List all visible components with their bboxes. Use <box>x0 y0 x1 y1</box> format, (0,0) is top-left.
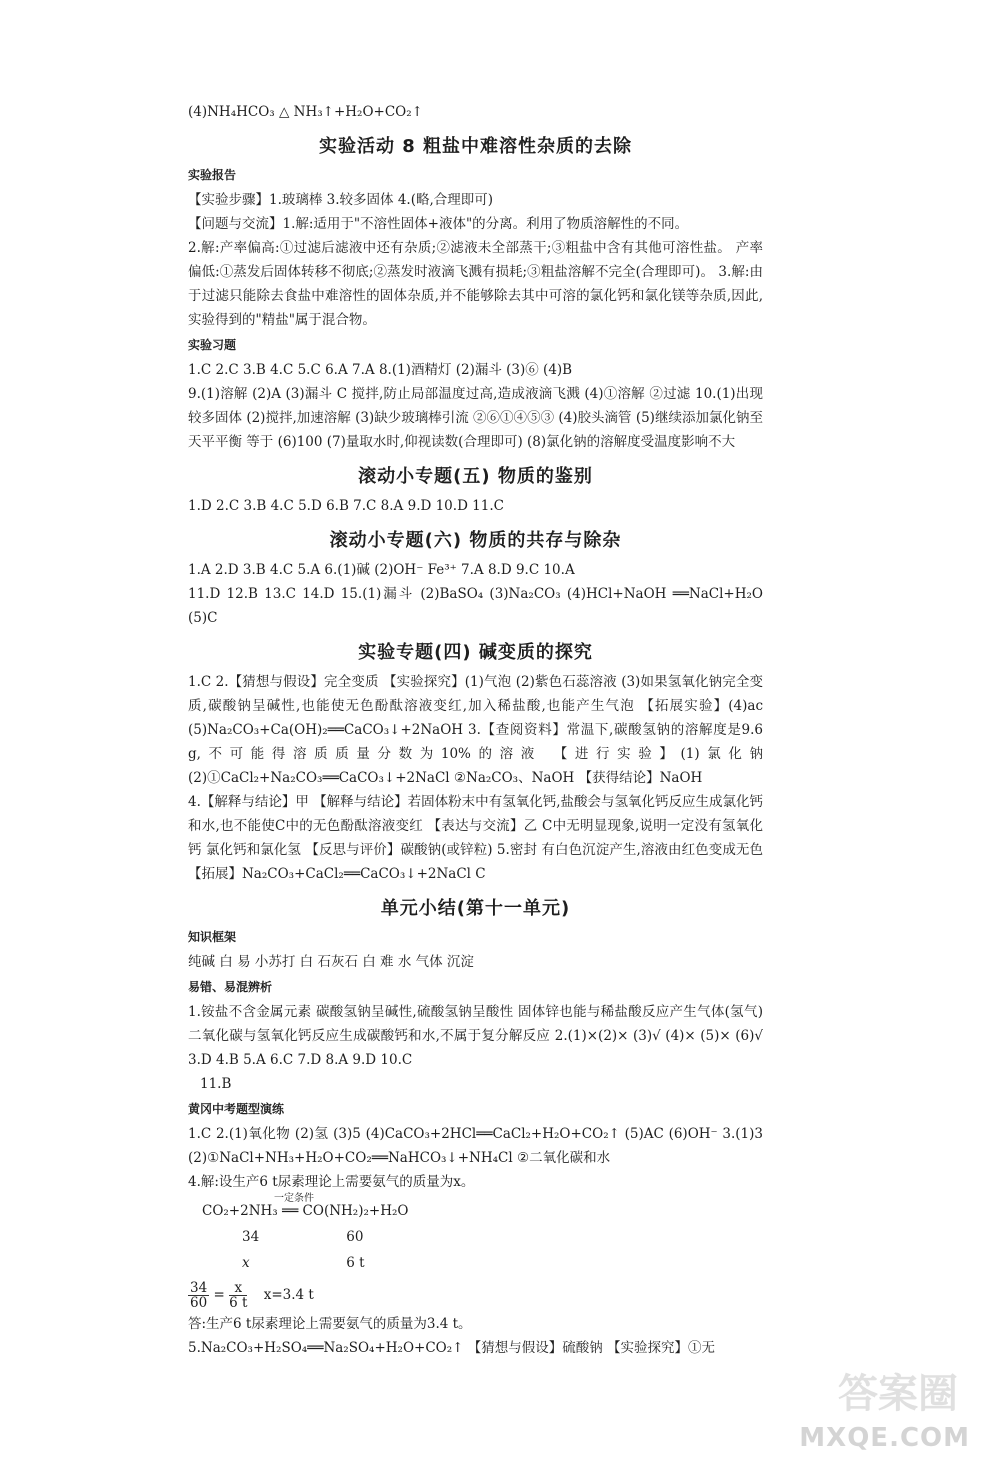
fraction-numerator: x <box>229 1281 247 1296</box>
site-watermark <box>780 1358 970 1453</box>
answer-page <box>188 100 763 1360</box>
text-line: 【问题与交流】1.解:适用于"不溶性固体+液体"的分离。利用了物质溶解性的不同。 <box>188 216 689 232</box>
unknown-value: x <box>242 1255 250 1271</box>
result-value: x=3.4 t <box>263 1287 314 1303</box>
text-line: 【实验步骤】1.玻璃棒 3.较多固体 4.(略,合理即可) <box>188 192 494 208</box>
fraction <box>188 1281 209 1310</box>
watermark-logo: 答案圈 <box>838 1371 958 1417</box>
fraction-denominator: 6 t <box>229 1295 248 1311</box>
text-line: 11.B <box>200 1076 232 1092</box>
text-line: 1.C 2.C 3.B 4.C 5.C 6.A 7.A 8.(1)酒精灯 (2)漏斗 (3)⑥ (4)B <box>188 362 573 378</box>
text-line: (4)NH₄HCO₃ △ NH₃↑+H₂O+CO₂↑ <box>188 104 423 120</box>
mass-value: 60 <box>346 1229 364 1245</box>
section-title: 滚动小专题(五) 物质的鉴别 <box>358 466 593 487</box>
text-line: 4.解:设生产6 t尿素理论上需要氨气的质量为x。 <box>188 1174 475 1190</box>
text-paragraph: 1.铵盐不含金属元素 碳酸氢钠呈碱性,硫酸氢钠呈酸性 固体锌也能与稀盐酸反应产生气体(氢气) 二氧化碳与氢氧化钙反应生成碳酸钙和水,不属于复分解反应 2.(1)×(2)× (3)√ (4)× (5)× (6)√ 3.D 4.B 5.A 6.C 7.D 8.A 9.D 10.C <box>188 1004 763 1068</box>
subsection-title: 黄冈中考题型演练 <box>188 1102 285 1116</box>
text-paragraph: 1.C 2.【猜想与假设】完全变质 【实验探究】(1)气泡 (2)紫色石蕊溶液 (3)如果氢氧化钠完全变质,碳酸钠呈碱性,也能使无色酚酞溶液变红,加入稀盐酸,也能产生气泡 【拓展实验】(4)ac (5)Na₂CO₃+Ca(OH)₂══CaCO₃↓+2NaOH 3.【查阅资料】常温下,碳酸氢钠的溶解度是9.6 g,不可能得溶质质量分数为10%的溶液 【进行实验】(1)氯化钠 (2)①CaCl₂+Na₂CO₃══CaCO₃↓+2NaCl ②Na₂CO₃、NaOH 【获得结论】NaOH <box>188 674 763 786</box>
text-paragraph: 1.C 2.(1)氧化物 (2)氢 (3)5 (4)CaCO₃+2HCl══CaCl₂+H₂O+CO₂↑ (5)AC (6)OH⁻ 3.(1)3 (2)①NaCl+NH₃+H₂O+CO₂══NaHCO₃↓+NH₄Cl ②二氧化碳和水 <box>188 1126 763 1166</box>
section-title: 单元小结(第十一单元) <box>380 898 571 919</box>
subsection-title: 实验习题 <box>188 338 237 352</box>
text-line: 1.A 2.D 3.B 4.C 5.A 6.(1)碱 (2)OH⁻ Fe³⁺ 7.A 8.D 9.C 10.A <box>188 562 575 578</box>
section-title: 实验专题(四) 碱变质的探究 <box>358 642 593 663</box>
watermark-url: MXQE.COM <box>799 1423 970 1453</box>
given-value: 6 t <box>346 1255 365 1271</box>
proportion-line <box>188 1280 763 1310</box>
equals-sign: = <box>213 1287 230 1303</box>
fraction-numerator: 34 <box>190 1280 208 1296</box>
text-paragraph: 4.【解释与结论】甲 【解释与结论】若固体粉末中有氢氧化钙,盐酸会与氢氧化钙反应生成氯化钙和水,也不能使C中的无色酚酞溶液变红 【表达与交流】乙 C中无明显现象,说明一定没有氢氧化钙 氯化钙和氯化氢 【反思与评价】碳酸钠(或锌粒) 5.密封 有白色沉淀产生,溶液由红色变成无色 【拓展】Na₂CO₃+CaCl₂══CaCO₃↓+2NaCl C <box>188 794 763 882</box>
equation-block <box>188 1193 763 1276</box>
answer-line: 答:生产6 t尿素理论上需要氨气的质量为3.4 t。 <box>188 1316 472 1332</box>
mass-value: 34 <box>242 1229 260 1245</box>
text-paragraph: 9.(1)溶解 (2)A (3)漏斗 C 搅拌,防止局部温度过高,造成液滴飞溅 (4)①溶解 ②过滤 10.(1)出现较多固体 (2)搅拌,加速溶解 (3)缺少玻璃棒引流 ②⑥①④⑤③ (4)胶头滴管 (5)继续添加氯化钠至天平平衡 等于 (6)100 (7)量取水时,仰视读数(合理即可) (8)氯化钠的溶解度受温度影响不大 <box>188 386 763 450</box>
section-title: 实验活动 8 粗盐中难溶性杂质的去除 <box>318 136 633 157</box>
text-paragraph: 2.解:产率偏高:①过滤后滤液中还有杂质;②滤液未全部蒸干;③粗盐中含有其他可溶性盐。 产率偏低:①蒸发后固体转移不彻底;②蒸发时液滴飞溅有损耗;③粗盐溶解不完全(合理即可)。 3.解:由于过滤只能除去食盐中难溶性的固体杂质,并不能够除去其中可溶的氯化钙和氯化镁等杂质,因此,实验得到的"精盐"属于混合物。 <box>188 240 763 328</box>
text-line: 5.Na₂CO₃+H₂SO₄══Na₂SO₄+H₂O+CO₂↑ 【猜想与假设】硫酸钠 【实验探究】①无 <box>188 1340 716 1356</box>
reaction-condition: 一定条件 <box>274 1193 314 1204</box>
fraction <box>229 1281 247 1310</box>
text-line: 1.D 2.C 3.B 4.C 5.D 6.B 7.C 8.A 9.D 10.D 11.C <box>188 498 504 514</box>
subsection-title: 知识框架 <box>188 930 237 944</box>
text-line: 纯碱 白 易 小苏打 白 石灰石 白 难 水 气体 沉淀 <box>188 954 474 970</box>
subsection-title: 实验报告 <box>188 168 237 182</box>
reaction-equation: CO₂+2NH₃ ══ CO(NH₂)₂+H₂O <box>202 1203 409 1219</box>
section-title: 滚动小专题(六) 物质的共存与除杂 <box>329 530 622 551</box>
text-line: 11.D 12.B 13.C 14.D 15.(1)漏斗 (2)BaSO₄ (3)Na₂CO₃ (4)HCl+NaOH ══NaCl+H₂O (5)C <box>188 586 763 626</box>
subsection-title: 易错、易混辨析 <box>188 980 273 994</box>
fraction-denominator: 60 <box>190 1295 208 1311</box>
